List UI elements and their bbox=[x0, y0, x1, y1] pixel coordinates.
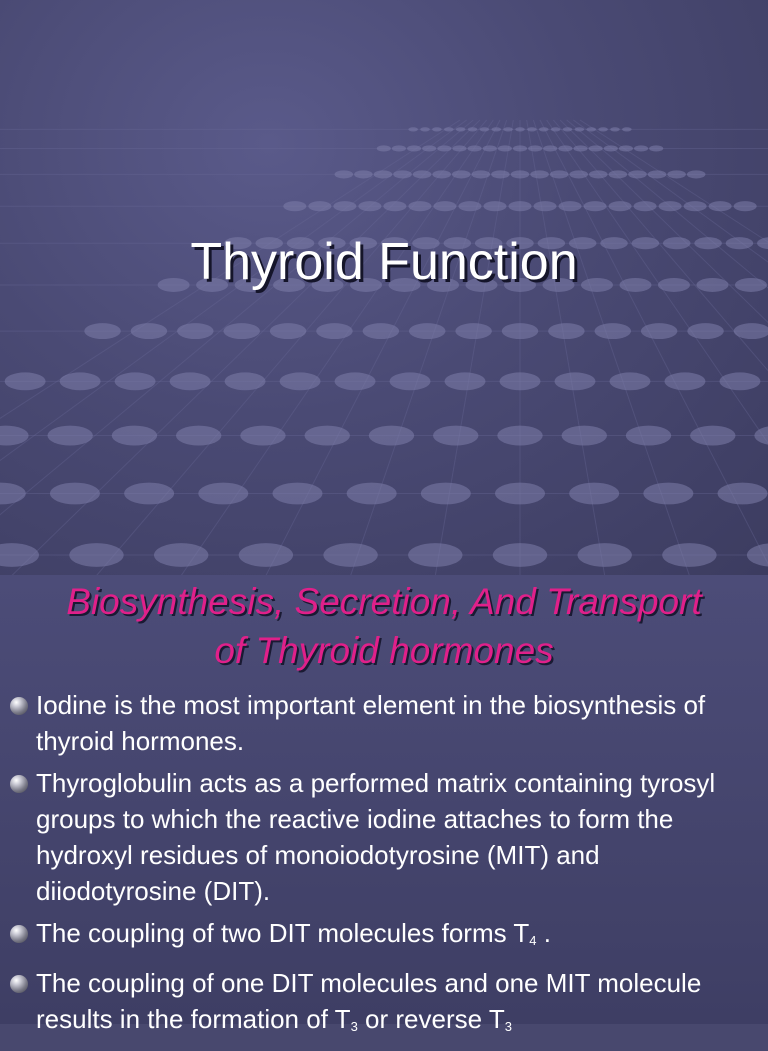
sphere-bullet-icon bbox=[10, 697, 28, 715]
slide-heading-line-2: of Thyroid hormones bbox=[214, 630, 554, 671]
subscript: 3 bbox=[504, 1019, 512, 1034]
subscript: 4 bbox=[529, 933, 537, 948]
subscript: 3 bbox=[350, 1019, 358, 1034]
bullet-item-mit-coupling bbox=[10, 965, 758, 1045]
bullet-text-mid: or reverse T bbox=[357, 1004, 505, 1034]
sphere-bullet-icon bbox=[10, 925, 28, 943]
slide-heading bbox=[0, 577, 768, 675]
bullet-text: The coupling of two DIT molecules forms T bbox=[36, 918, 530, 948]
bullet-text-end: . bbox=[536, 918, 551, 948]
content-slide bbox=[0, 575, 768, 1034]
slide-heading-line-1: Biosynthesis, Secretion, And Transport bbox=[66, 581, 702, 622]
bullet-item-iodine bbox=[10, 687, 758, 759]
bullet-text: Iodine is the most important element in the biosynthesis of thyroid hormones. bbox=[36, 690, 706, 756]
sphere-bullet-icon bbox=[10, 775, 28, 793]
sphere-bullet-icon bbox=[10, 975, 28, 993]
bullet-item-thyroglobulin bbox=[10, 765, 758, 909]
bullet-list bbox=[10, 687, 758, 1051]
bullet-item-dit-coupling bbox=[10, 915, 758, 959]
bullet-text: Thyroglobulin acts as a performed matrix containing tyrosyl groups to which the reactive iodine attaches to form the hydroxyl residues of monoiodotyrosine (MIT) and diiodotyrosine (DIT). bbox=[36, 768, 716, 906]
slide-title: Thyroid Function bbox=[190, 233, 578, 291]
bullet-text: The coupling of one DIT molecules and one MIT molecule results in the formation of T bbox=[36, 968, 702, 1034]
